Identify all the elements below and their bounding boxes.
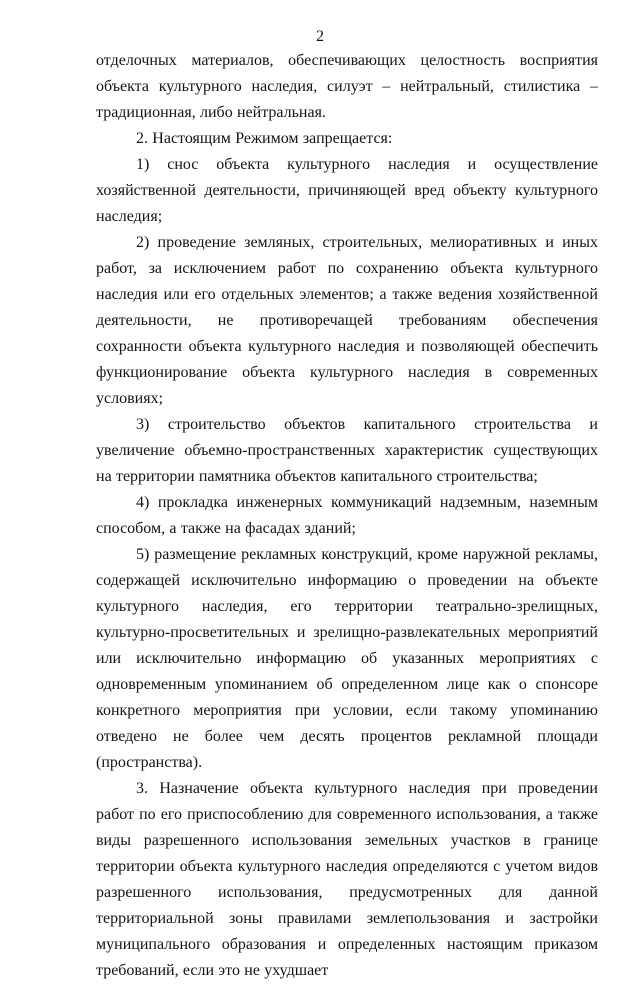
paragraph-section-3: 3. Назначение объекта культурного наследия при проведении работ по его приспособлению для современного использования, а также виды разрешенного использования земельных участков в границе территории объекта культурного наследия определяются с учетом видов разрешенного использования, предусмотренных для данной территориальной зоны правилами землепользования и застройки муниципального образования и определенных настоящим приказом требований, если это не ухудшает bbox=[96, 780, 598, 979]
paragraph-section-2-heading: 2. Настоящим Режимом запрещается: bbox=[136, 130, 393, 147]
paragraph-continuation: отделочных материалов, обеспечивающих целостность восприятия объекта культурного наследия, силуэт – нейтральный, стилистика – традиционная, либо нейтральная. bbox=[96, 52, 598, 121]
paragraph-item-4: 4) прокладка инженерных коммуникаций надземным, наземным способом, а также на фасадах зданий; bbox=[96, 494, 598, 537]
document-body bbox=[96, 48, 598, 984]
paragraph-item-3: 3) строительство объектов капитального строительства и увеличение объемно-пространственных характеристик существующих на территории памятника объектов капитального строительства; bbox=[96, 416, 598, 485]
paragraph-item-5: 5) размещение рекламных конструкций, кроме наружной рекламы, содержащей исключительно информацию о проведении на объекте культурного наследия, его территории театрально-зрелищных, культурно-просветительных и зрелищно-развлекательных мероприятий или исключительно информацию об указанных мероприятиях с одновременным упоминанием об определенном лице как о спонсоре конкретного мероприятия при условии, если такому упоминанию отведено не более чем десять процентов рекламной площади (пространства). bbox=[96, 546, 598, 771]
paragraph-item-1: 1) снос объекта культурного наследия и осуществление хозяйственной деятельности, причиняющей вред объекту культурного наследия; bbox=[96, 156, 598, 225]
paragraph-item-2: 2) проведение земляных, строительных, мелиоративных и иных работ, за исключением работ по сохранению объекта культурного наследия или его отдельных элементов; а также ведения хозяйственной деятельности, не противоречащей требованиям обеспечения сохранности объекта культурного наследия и позволяющей обеспечить функционирование объекта культурного наследия в современных условиях; bbox=[96, 234, 598, 407]
page-number: 2 bbox=[316, 28, 324, 45]
